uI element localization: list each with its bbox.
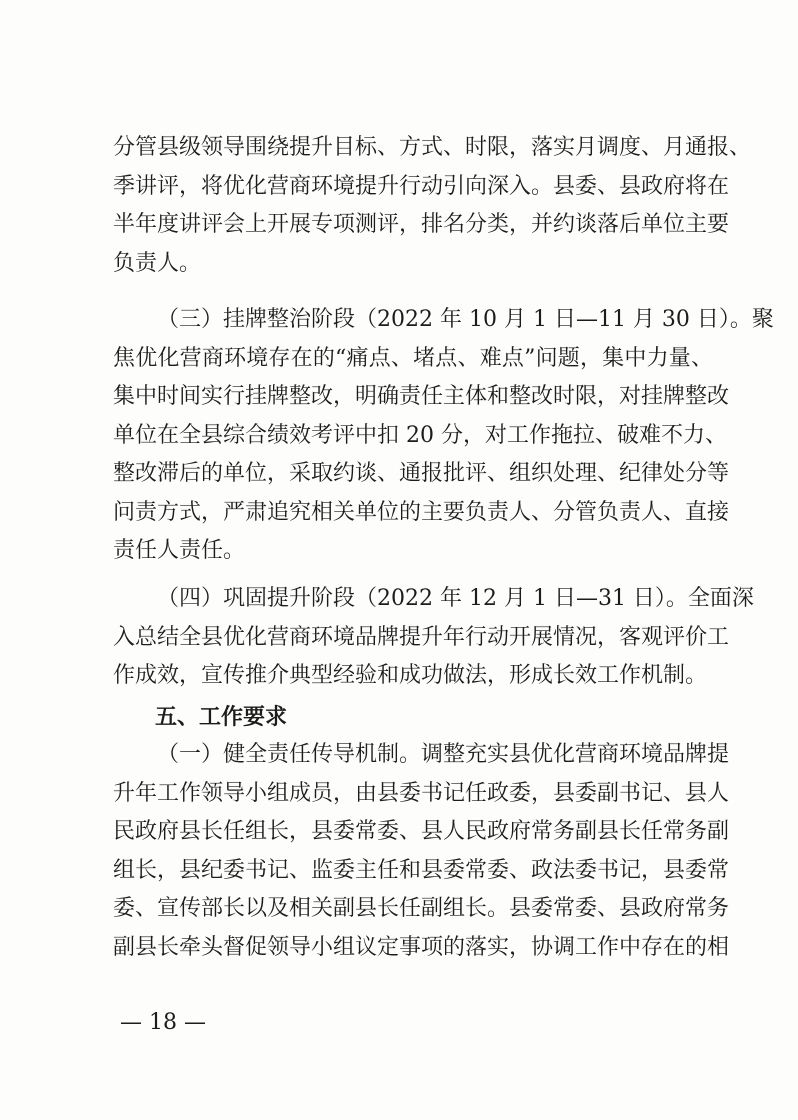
text-line: 集中时间实行挂牌整改，明确责任主体和整改时限，对挂牌整改 [113,384,730,409]
text-line: （四）巩固提升阶段（2022 年 12 月 1 日—31 日）。全面深 [157,586,754,611]
text-line: 整改滞后的单位，采取约谈、通报批评、组织处理、纪律处分等 [113,461,730,486]
paragraph-requirement-1 [113,736,730,967]
text-line: 季讲评，将优化营商环境提升行动引向深入。县委、县政府将在 [113,173,730,199]
text-line: 问责方式，严肃追究相关单位的主要负责人、分管负责人、直接 [113,499,730,525]
text-line: 入总结全县优化营商环境品牌提升年行动开展情况，客观评价工 [113,624,730,650]
text-line: 升年工作领导小组成员，由县委书记任政委，县委副书记、县人 [113,780,730,806]
page-number: — 18 — [120,1010,206,1035]
text-line: 半年度讲评会上开展专项测评，排名分类，并约谈落后单位主要 [113,212,730,237]
text-line: 责任人责任。 [113,538,246,563]
paragraph-1 [113,129,752,283]
paragraph-stage-3 [113,301,774,571]
text-line: 委、宣传部长以及相关副县长任副组长。县委常委、县政府常务 [113,896,730,921]
paragraph-stage-4 [113,580,754,696]
text-line: （一）健全责任传导机制。调整充实县优化营商环境品牌提 [157,742,730,767]
text-line: 作成效，宣传推介典型经验和成功做法，形成长效工作机制。 [113,663,708,688]
text-line: 焦优化营商环境存在的“痛点、堵点、难点”问题，集中力量、 [113,345,713,371]
text-line: 民政府县长任组长，县委常委、县人民政府常务副县长任常务副 [113,819,730,844]
text-line: 分管县级领导围绕提升目标、方式、时限，落实月调度、月通报、 [113,135,752,160]
text-line: （三）挂牌整治阶段（2022 年 10 月 1 日—11 月 30 日）。聚 [157,307,774,332]
text-line: 副县长牵头督促领导小组议定事项的落实，协调工作中存在的相 [113,934,730,960]
text-line: 组长，县纪委书记、监委主任和县委常委、政法委书记，县委常 [113,857,730,883]
section-heading: 五、工作要求 [155,705,288,730]
text-line: 负责人。 [113,250,202,276]
text-line: 单位在全县综合绩效考评中扣 20 分，对工作拖拉、破难不力、 [113,422,727,448]
